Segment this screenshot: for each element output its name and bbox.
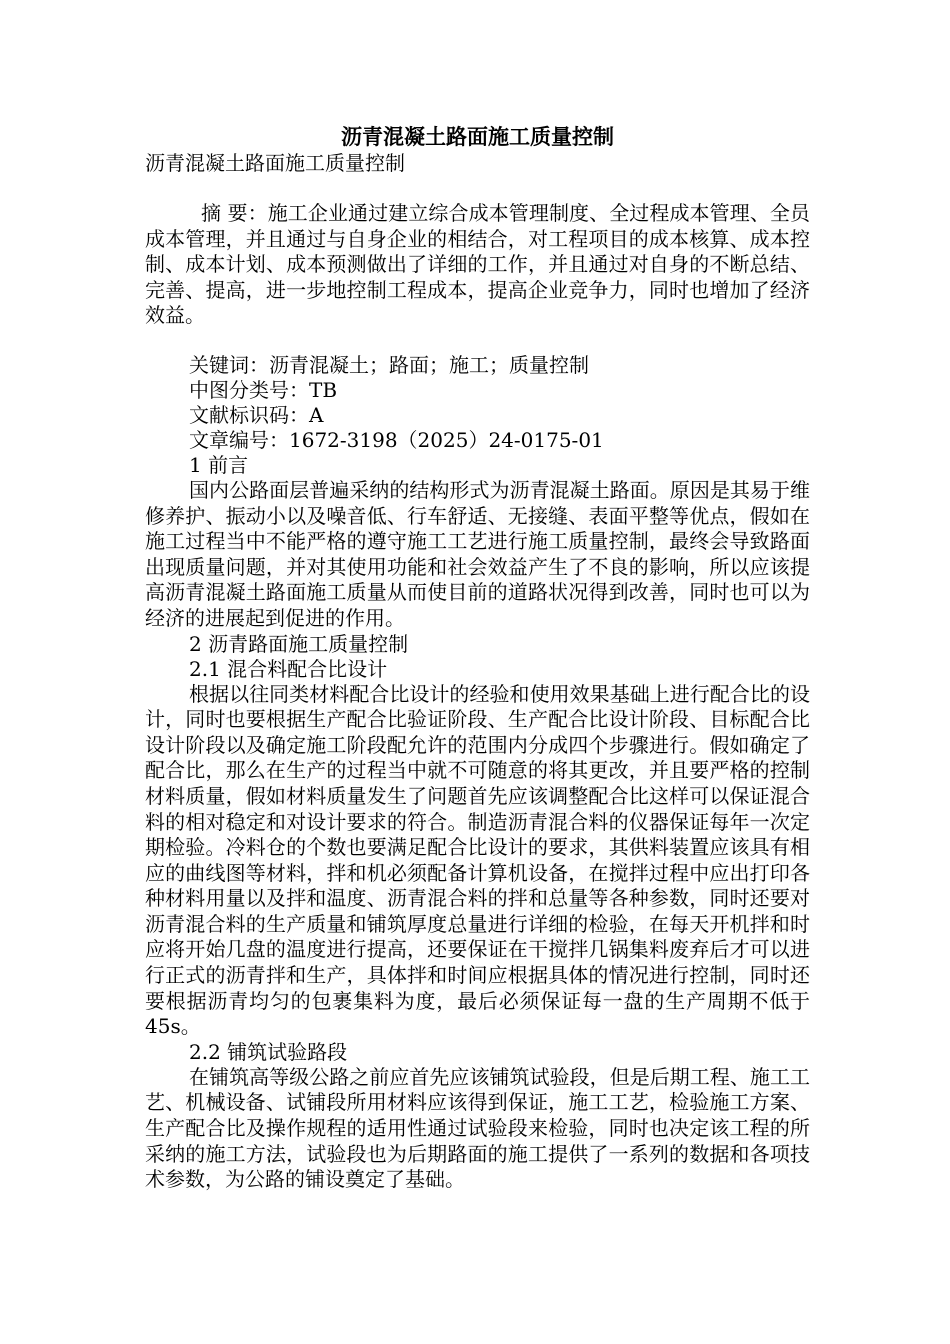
clc-line: 中图分类号：TB — [189, 377, 338, 402]
section-paragraph-1: 国内公路面层普遍采纳的结构形式为沥青混凝土路面。原因是其易于维修养护、振动小以及噪音低、行车舒适、无接缝、表面平整等优点，假如在施工过程当中不能严格的遵守施工工艺进行施工质量控制，最终会导致路面出现质量问题，并对其使用功能和社会效益产生了不良的影响，所以应该提高沥青混凝土路面施工质量从而使目前的道路状况得到改善，同时也可以为经济的进展起到促进的作用。 — [145, 477, 810, 630]
document-title: 沥青混凝土路面施工质量控制 — [341, 124, 614, 149]
spacer — [145, 176, 810, 201]
section-heading-2: 2 沥青路面施工质量控制 — [189, 631, 409, 656]
section-heading-2-1: 2.1 混合料配合比设计 — [189, 656, 388, 681]
section-heading-2-2: 2.2 铺筑试验路段 — [189, 1039, 348, 1064]
section-heading-1: 1 前言 — [189, 452, 249, 477]
section-paragraph-2-1: 根据以往同类材料配合比设计的经验和使用效果基础上进行配合比的设计，同时也要根据生产配合比验证阶段、生产配合比设计阶段、目标配合比设计阶段以及确定施工阶段配允许的范围内分成四个步骤进行。假如确定了配合比，那么在生产的过程当中就不可随意的将其更改，并且要严格的控制材料质量，假如材料质量发生了问题首先应该调整配合比这样可以保证混合料的相对稳定和对设计要求的符合。制造沥青混合料的仪器保证每年一次定期检验。冷料仓的个数也要满足配合比设计的要求，其供料装置应该具有相应的曲线图等材料，拌和机必须配备计算机设备，在搅拌过程中应出打印各种材料用量以及拌和温度、沥青混合料的拌和总量等各种参数，同时还要对沥青混合料的生产质量和铺筑厚度总量进行详细的检验，在每天开机拌和时应将开始几盘的温度进行提高，还要保证在干搅拌几锅集料废弃后才可以进行正式的沥青拌和生产，具体拌和时间应根据具体的情况进行控制，同时还要根据沥青均匀的包裹集料为度，最后必须保证每一盘的生产周期不低于45s。 — [145, 681, 810, 1039]
spacer — [145, 329, 810, 353]
document-body — [145, 123, 810, 1193]
document-subtitle: 沥青混凝土路面施工质量控制 — [145, 151, 405, 175]
abstract-paragraph: 摘 要：施工企业通过建立综合成本管理制度、全过程成本管理、全员成本管理，并且通过与自身企业的相结合，对工程项目的成本核算、成本控制、成本计划、成本预测做出了详细的工作，并且通过对自身的不断总结、完善、提高，进一步地控制工程成本，提高企业竞争力，同时也增加了经济效益。 — [145, 201, 810, 328]
section-paragraph-2-2: 在铺筑高等级公路之前应首先应该铺筑试验段，但是后期工程、施工工艺、机械设备、试铺段所用材料应该得到保证，施工工艺，检验施工方案、生产配合比及操作规程的适用性通过试验段来检验，同时也决定该工程的所采纳的施工方法，试验段也为后期路面的施工提供了一系列的数据和各项技术参数，为公路的铺设奠定了基础。 — [145, 1064, 810, 1192]
keywords-line: 关键词：沥青混凝土；路面；施工；质量控制 — [189, 352, 589, 377]
article-number-line: 文章编号：1672-3198（2025）24-0175-01 — [189, 427, 604, 452]
doc-code-line: 文献标识码：A — [189, 402, 324, 427]
